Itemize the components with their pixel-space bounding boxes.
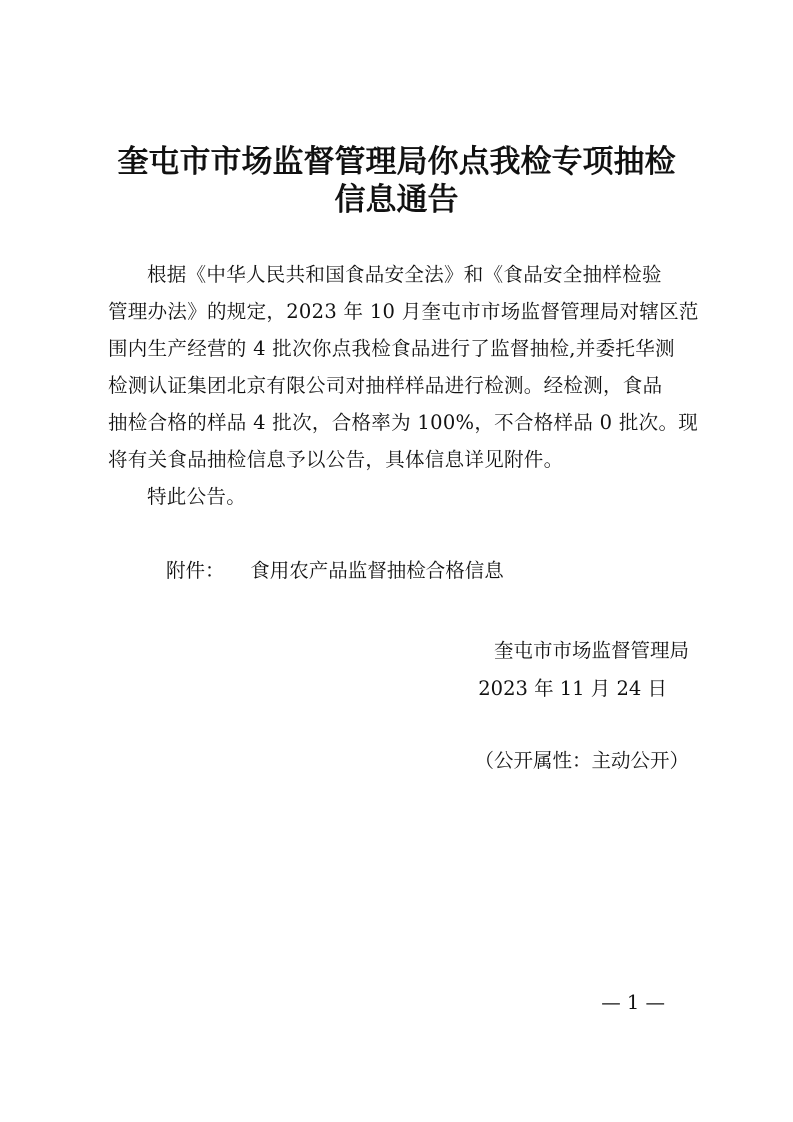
page-number: — 1 — <box>601 991 665 1014</box>
document-title-line-2: 信息通告 <box>334 182 459 218</box>
disclosure-attribute: （公开属性：主动公开） <box>474 749 689 772</box>
closing-line: 特此公告。 <box>147 485 247 508</box>
paragraph-line-2: 管理办法》的规定，2023 年 10 月奎屯市市场监督管理局对辖区范 <box>108 300 699 323</box>
paragraph-line-4: 检测认证集团北京有限公司对抽样样品进行检测。经检测，食品 <box>108 374 663 397</box>
paragraph-line-3: 围内生产经营的 4 批次你点我检食品进行了监督抽检,并委托华测 <box>108 337 675 360</box>
issuer-name: 奎屯市市场监督管理局 <box>493 639 689 662</box>
attachment-label: 附件： <box>166 559 225 582</box>
paragraph-line-6: 将有关食品抽检信息予以公告，具体信息详见附件。 <box>108 448 564 471</box>
paragraph-line-1: 根据《中华人民共和国食品安全法》和《食品安全抽样检验 <box>147 263 662 286</box>
attachment-title: 食用农产品监督抽检合格信息 <box>250 559 504 582</box>
document-title-line-1: 奎屯市市场监督管理局你点我检专项抽检 <box>117 144 676 180</box>
attachment-line <box>166 558 504 584</box>
issue-date: 2023 年 11 月 24 日 <box>478 677 667 700</box>
paragraph-line-5: 抽检合格的样品 4 批次，合格率为 100%，不合格样品 0 批次。现 <box>108 411 699 434</box>
